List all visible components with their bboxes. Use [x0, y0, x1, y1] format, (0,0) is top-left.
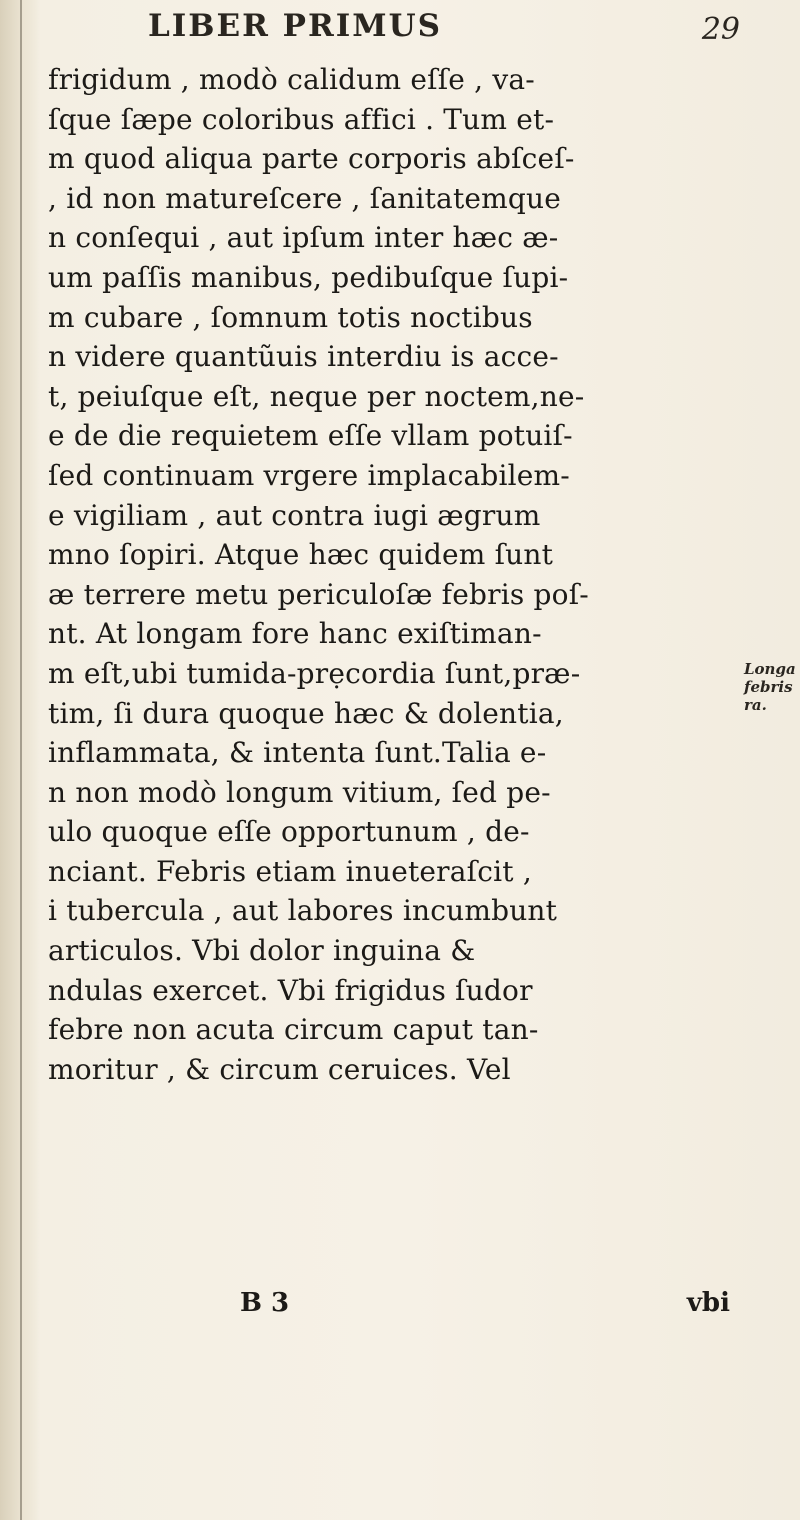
page-gutter [0, 0, 40, 1520]
text-line: i tubercula , aut labores incumbunt [48, 894, 558, 928]
text-line: n non modò longum vitium, ſed pe- [48, 775, 551, 809]
signature-mark: B 3 [240, 1288, 290, 1318]
page-header [60, 8, 740, 48]
text-line: inflammata, & intenta ſunt.Talia e- [48, 736, 547, 770]
text-line: m quod aliqua parte corporis abſceſ- [48, 142, 575, 176]
text-line: t, peiuſque eſt, neque per noctem,ne- [48, 379, 585, 413]
text-line: , id non matureſcere , ſanitatemque [48, 181, 562, 215]
text-line: æ terrere metu periculoſæ febris poſ- [48, 577, 589, 611]
text-line: mno ſopiri. Atque hæc quidem ſunt [48, 538, 554, 572]
margin-note-line: ra. [744, 696, 767, 714]
text-line: ſed continuam vrgere implacabilem- [48, 458, 570, 492]
body-text [48, 60, 740, 1089]
margin-note-line: Longa [744, 660, 796, 678]
catchword: vbi [686, 1288, 730, 1318]
text-line: ndulas exercet. Vbi frigidus ſudor [48, 973, 533, 1007]
text-line: nciant. Febris etiam inueteraſcit , [48, 854, 532, 888]
text-line: ſque ſæpe coloribus affici . Tum et- [48, 102, 555, 136]
text-line: nt. At longam fore hanc exiſtiman- [48, 617, 542, 651]
text-line: um paſſis manibus, pedibuſque ſupi- [48, 260, 569, 294]
running-head: LIBER PRIMUS [148, 8, 442, 44]
text-line: ulo quoque eſſe opportunum , de- [48, 815, 530, 849]
text-line: febre non acuta circum caput tan- [48, 1013, 539, 1047]
folio-number: 29 [701, 12, 740, 47]
text-line: tim, ſi dura quoque hæc & dolentia, [48, 696, 564, 730]
text-line: m eſt,ubi tumida-prẹcordia ſunt,præ- [48, 656, 581, 690]
binding-edge [20, 0, 22, 1520]
text-line: e de die requietem eſſe vllam potuiſ- [48, 419, 573, 453]
margin-note [744, 660, 800, 714]
text-line: n conſequi , aut ipſum inter hæc æ- [48, 221, 559, 255]
text-line: e vigiliam , aut contra iugi ægrum [48, 498, 541, 532]
text-line: moritur , & circum ceruices. Vel [48, 1052, 511, 1086]
margin-note-line: febris [744, 678, 793, 696]
text-line: articulos. Vbi dolor inguina & [48, 934, 476, 968]
text-line: n videre quantũuis interdiu is acce- [48, 340, 559, 374]
text-line: frigidum , modò calidum eſſe , va- [48, 63, 535, 96]
text-line: m cubare , ſomnum totis noctibus [48, 300, 533, 334]
